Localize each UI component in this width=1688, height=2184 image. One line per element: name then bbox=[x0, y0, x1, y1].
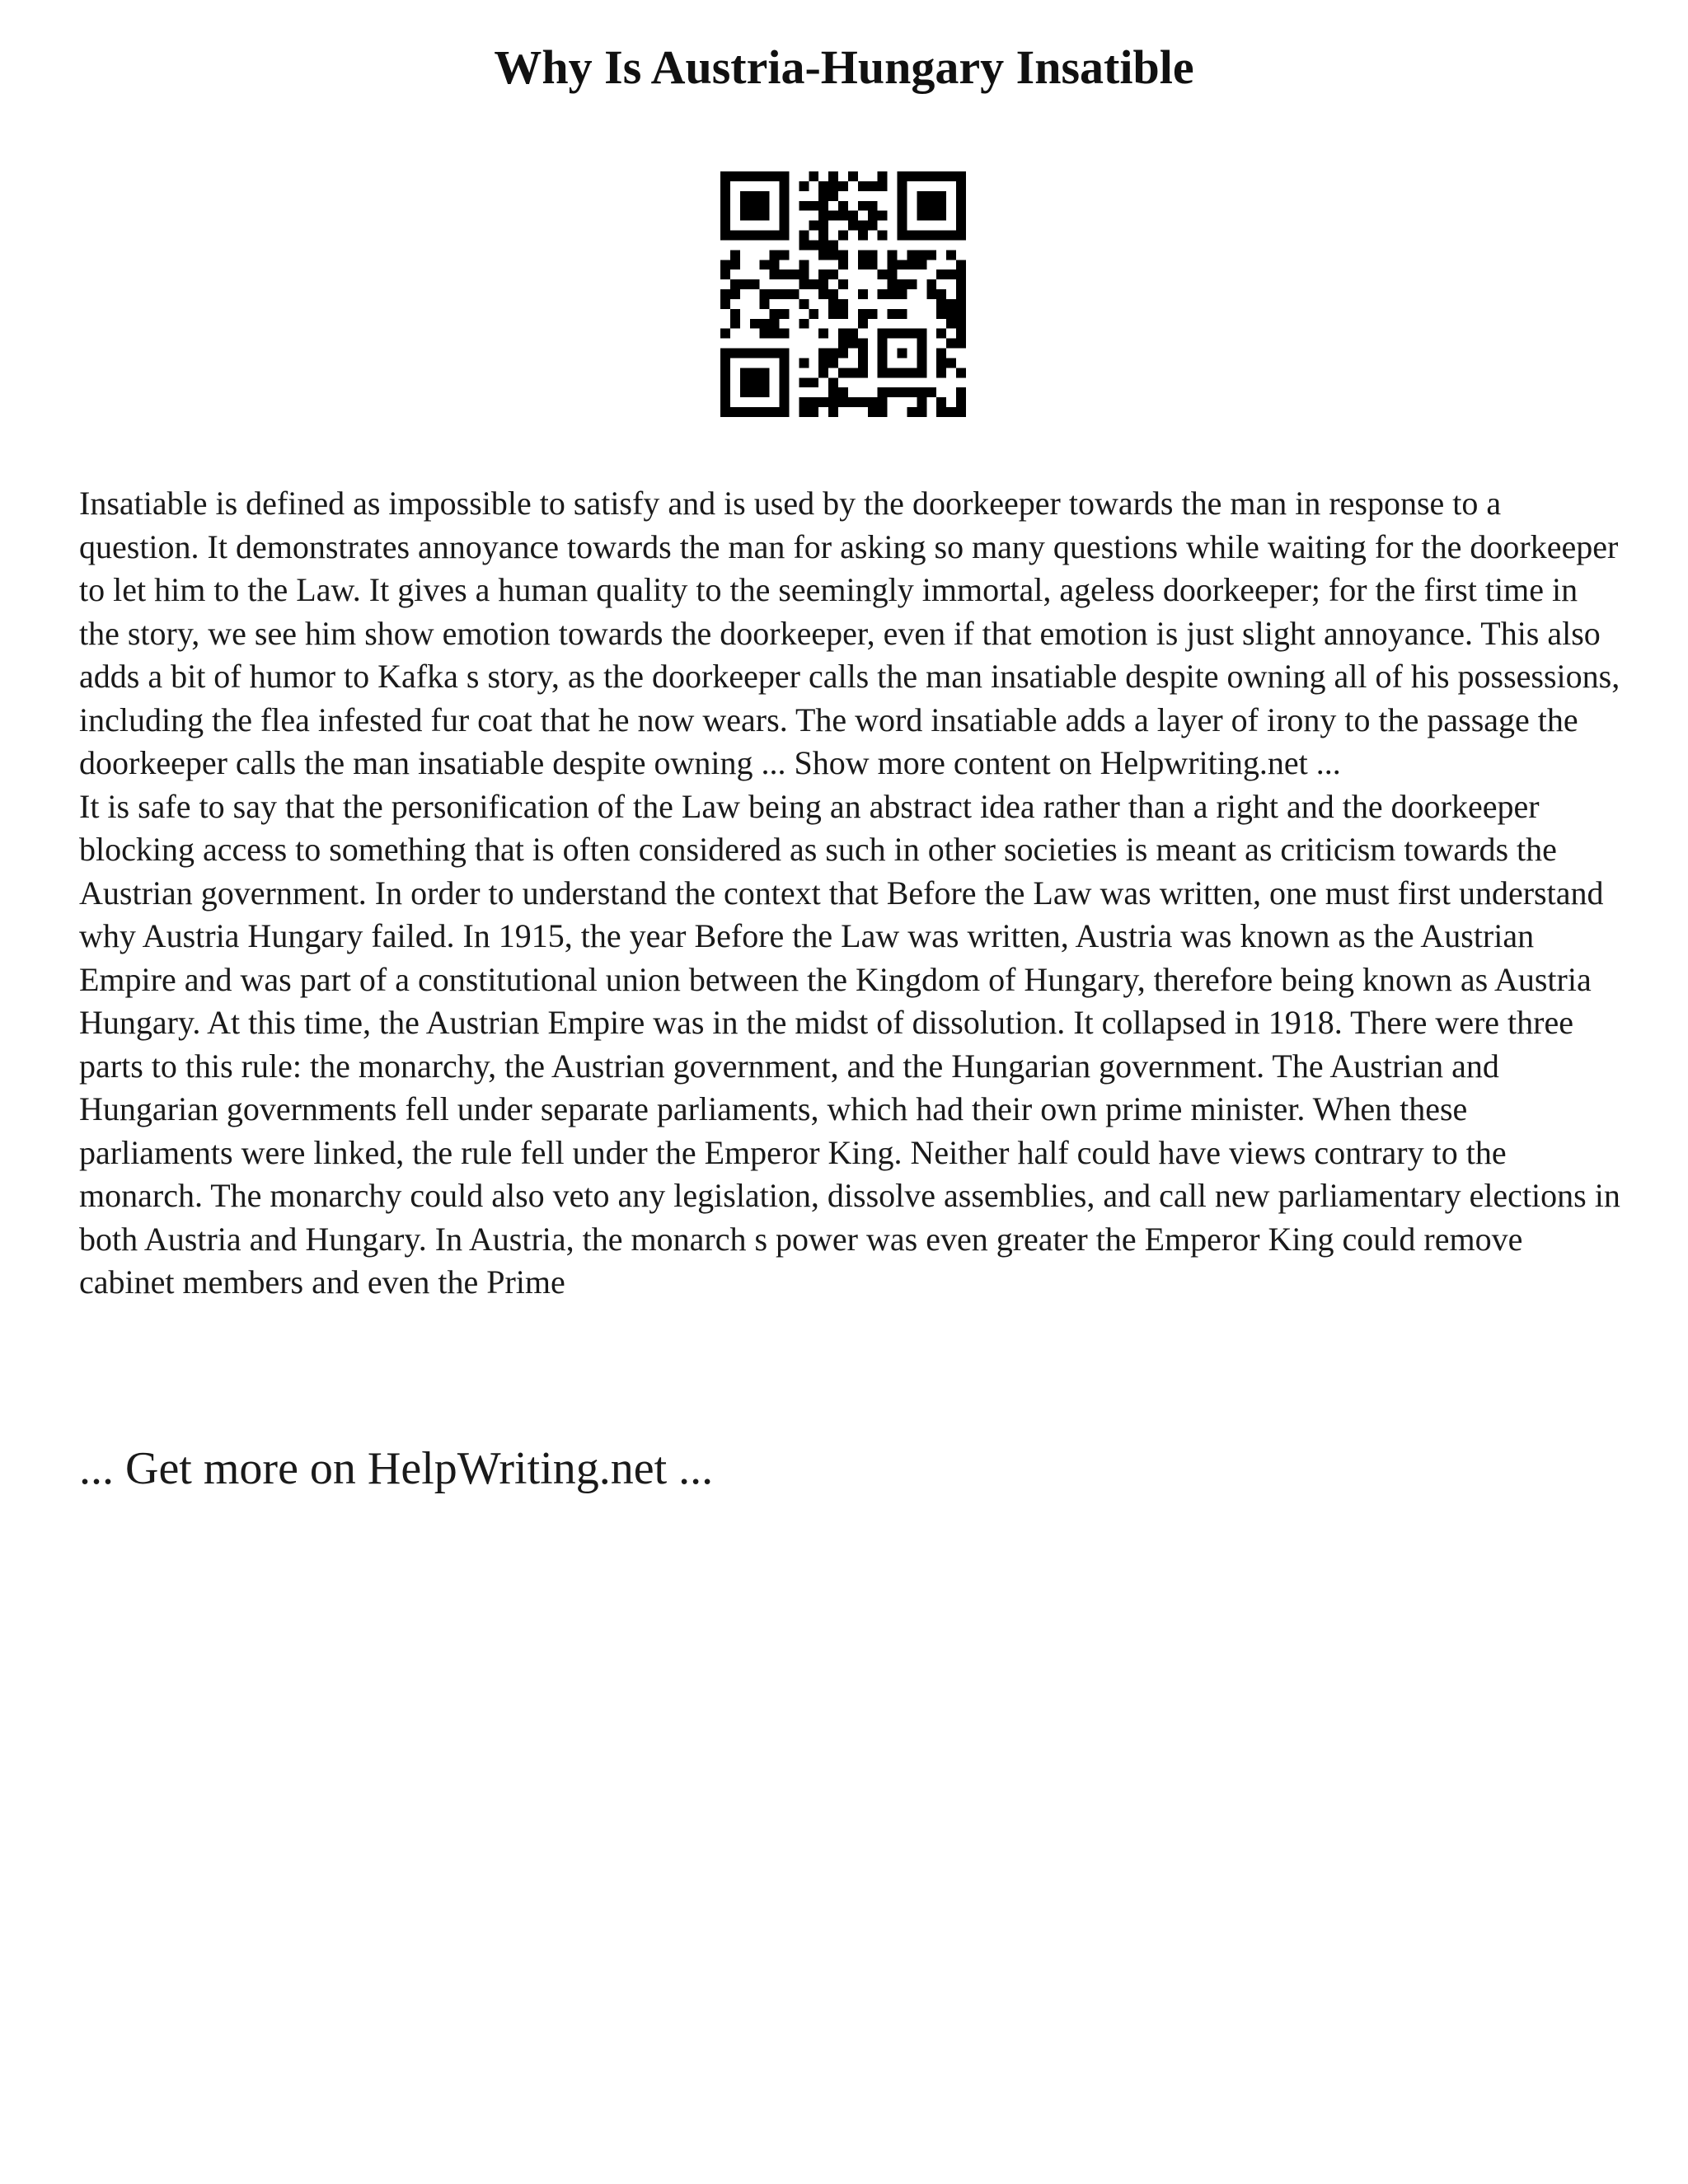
article-body bbox=[79, 482, 1620, 1305]
qr-code-graphic bbox=[720, 171, 966, 417]
get-more-link[interactable]: ... Get more on HelpWriting.net ... bbox=[79, 1443, 714, 1494]
qr-code-icon bbox=[720, 171, 966, 417]
page-title: Why Is Austria-Hungary Insatible bbox=[494, 40, 1194, 94]
article-paragraph-2: It is safe to say that the personification of the Law being an abstract idea rather than a right and the doorkeeper blocking access to something that is often considered as such in other societies is meant as criticism towards the Austrian government. In order to understand the context that Before the Law was written, one must first understand why Austria Hungary failed. In 1915, the year Before the Law was written, Austria was known as the Austrian Empire and was part of a constitutional union between the Kingdom of Hungary, therefore being known as Austria Hungary. At this time, the Austrian Empire was in the midst of dissolution. It collapsed in 1918. There were three parts to this rule: the monarchy, the Austrian government, and the Hungarian government. The Austrian and Hungarian governments fell under separate parliaments, which had their own prime minister. When these parliaments were linked, the rule fell under the Emperor King. Neither half could have views contrary to the monarch. The monarchy could also veto any legislation, dissolve assemblies, and call new parliamentary elections in both Austria and Hungary. In Austria, the monarch s power was even greater the Emperor King could remove cabinet members and even the Prime bbox=[79, 787, 1620, 1301]
article-paragraph-1: Insatiable is defined as impossible to satisfy and is used by the doorkeeper towards the man in response to a question. It demonstrates annoyance towards the man for asking so many questions while waiting for the doorkeeper to let him to the Law. It gives a human quality to the seemingly immortal, ageless doorkeeper; for the first time in the story, we see him show emotion towards the doorkeeper, even if that emotion is just slight annoyance. This also adds a bit of humor to Kafka s story, as the doorkeeper calls the man insatiable despite owning all of his possessions, including the flea infested fur coat that he now wears. The word insatiable adds a layer of irony to the passage the doorkeeper calls the man insatiable despite owning ... Show more content on Helpwriting.net ... bbox=[79, 485, 1620, 781]
